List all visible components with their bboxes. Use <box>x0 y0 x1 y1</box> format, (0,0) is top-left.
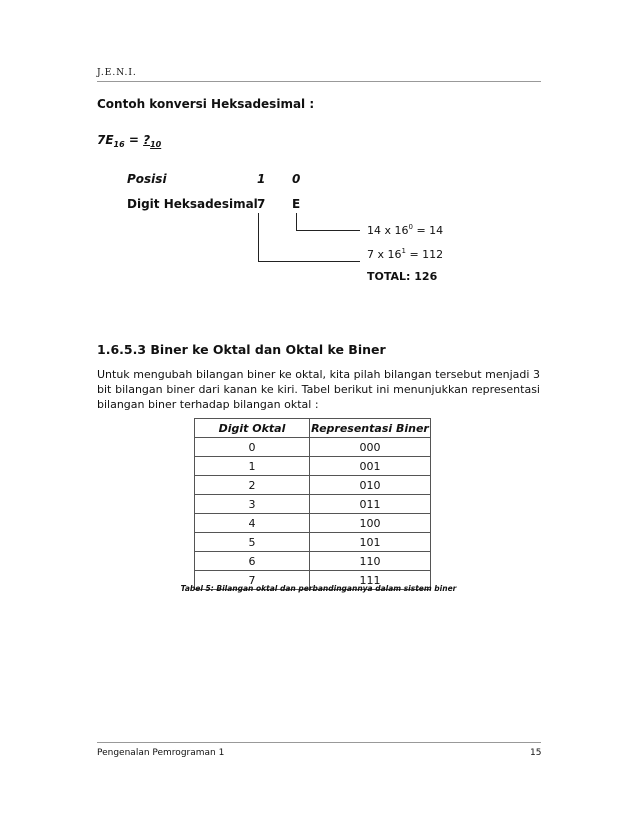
equation-unknown: ? <box>143 133 151 147</box>
digit-hex-label: Digit Heksadesimal <box>127 197 258 211</box>
table-row <box>195 438 431 457</box>
connector-e-horizontal <box>296 230 360 231</box>
example-heading: Contoh konversi Heksadesimal : <box>97 97 315 111</box>
calc-line-e-result: = 14 <box>412 224 444 237</box>
binary-cell: 100 <box>310 514 431 533</box>
octal-cell: 1 <box>195 457 310 476</box>
calc-line-seven <box>367 248 443 261</box>
calc-line-seven-base: 7 x 16 <box>367 248 402 261</box>
running-header: J.E.N.I. <box>97 68 137 78</box>
calc-line-e <box>367 224 443 237</box>
digit-seven: 7 <box>257 197 266 211</box>
octal-cell: 7 <box>195 571 310 590</box>
footer-divider <box>97 742 541 743</box>
calc-line-seven-result: = 112 <box>405 248 444 261</box>
position-one: 1 <box>257 172 266 186</box>
header-digit-oktal: Digit Oktal <box>195 419 310 438</box>
octal-binary-table <box>194 418 431 590</box>
total-result: TOTAL: 126 <box>367 270 438 283</box>
header-representasi-biner: Representasi Biner <box>310 419 431 438</box>
octal-cell: 0 <box>195 438 310 457</box>
connector-e-vertical <box>296 213 297 230</box>
octal-cell: 3 <box>195 495 310 514</box>
connector-seven-vertical <box>258 213 259 261</box>
octal-cell: 5 <box>195 533 310 552</box>
table-row <box>195 514 431 533</box>
footer-title: Pengenalan Pemrograman 1 <box>97 748 225 758</box>
binary-cell: 001 <box>310 457 431 476</box>
digit-e: E <box>292 197 301 211</box>
table-header-row <box>195 419 431 438</box>
table-row <box>195 476 431 495</box>
octal-cell: 4 <box>195 514 310 533</box>
connector-seven-horizontal <box>258 261 360 262</box>
position-zero: 0 <box>292 172 301 186</box>
binary-cell: 111 <box>310 571 431 590</box>
calc-line-e-base: 14 x 16 <box>367 224 409 237</box>
table-row <box>195 495 431 514</box>
calc-line-seven-exponent: 1 <box>401 247 406 255</box>
section-paragraph: Untuk mengubah bilangan biner ke oktal, kita pilah bilangan tersebut menjadi 3 bit bilangan biner dari kanan ke kiri. Tabel berikut ini menunjukkan representasi bilangan biner terhadap bilangan oktal : <box>97 368 540 411</box>
page-number: 15 <box>530 748 542 758</box>
binary-cell: 010 <box>310 476 431 495</box>
table-row <box>195 457 431 476</box>
binary-cell: 110 <box>310 552 431 571</box>
equation-base-subscript: 16 <box>113 140 125 149</box>
table-row <box>195 533 431 552</box>
section-title: 1.6.5.3 Biner ke Oktal dan Oktal ke Biner <box>97 342 386 357</box>
octal-cell: 2 <box>195 476 310 495</box>
binary-cell: 101 <box>310 533 431 552</box>
octal-cell: 6 <box>195 552 310 571</box>
equation-unknown-subscript: 10 <box>150 140 162 149</box>
posisi-label: Posisi <box>127 172 167 186</box>
header-divider <box>97 81 541 82</box>
equation-equals: = <box>124 133 144 147</box>
table-caption: Tabel 5: Bilangan oktal dan perbandingannya dalam sistem biner <box>180 584 457 593</box>
calc-line-e-exponent: 0 <box>408 223 413 231</box>
equation-base-value: 7E <box>97 133 114 147</box>
binary-cell: 000 <box>310 438 431 457</box>
binary-cell: 011 <box>310 495 431 514</box>
conversion-equation <box>97 133 161 147</box>
table-row <box>195 552 431 571</box>
